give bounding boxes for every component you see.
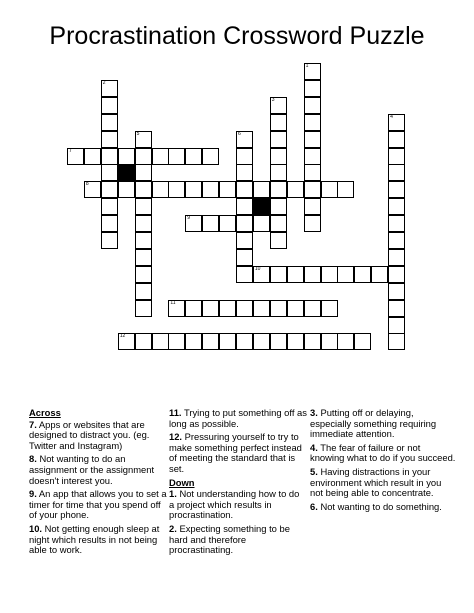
grid-cell[interactable]	[371, 266, 388, 283]
grid-cell[interactable]	[304, 181, 321, 198]
grid-cell[interactable]	[287, 266, 304, 283]
grid-cell[interactable]	[101, 198, 118, 215]
grid-cell[interactable]	[388, 283, 405, 300]
clue-number: 9	[187, 215, 191, 222]
grid-cell[interactable]	[135, 266, 152, 283]
grid-cell[interactable]	[388, 300, 405, 317]
grid-cell[interactable]	[185, 215, 202, 232]
grid-cell[interactable]	[388, 317, 405, 334]
grid-cell[interactable]	[270, 232, 287, 249]
grid-cell[interactable]	[304, 114, 321, 131]
grid-cell[interactable]	[304, 300, 321, 317]
grid-cell[interactable]	[67, 148, 84, 165]
grid-cell[interactable]	[236, 249, 253, 266]
grid-cell[interactable]	[152, 181, 169, 198]
grid-cell[interactable]	[185, 333, 202, 350]
grid-cell[interactable]	[219, 333, 236, 350]
grid-cell[interactable]	[101, 164, 118, 181]
grid-cell[interactable]	[236, 300, 253, 317]
grid-cell[interactable]	[101, 232, 118, 249]
grid-cell[interactable]	[135, 300, 152, 317]
grid-cell[interactable]	[354, 333, 371, 350]
clue-across-7: 7. Apps or websites that are designed to distract you. (eg. Twitter and Instagram)	[29, 418, 150, 451]
grid-cell[interactable]	[236, 333, 253, 350]
grid-cell[interactable]	[388, 181, 405, 198]
grid-cell[interactable]	[270, 97, 287, 114]
grid-cell[interactable]	[202, 181, 219, 198]
grid-cell[interactable]	[253, 266, 270, 283]
grid-cell[interactable]	[135, 131, 152, 148]
grid-cell[interactable]	[202, 148, 219, 165]
grid-cell[interactable]	[101, 181, 118, 198]
clue-down-3: 3. Putting off or delaying, especially something requiring immediate attention.	[310, 407, 437, 440]
clues-column-1	[29, 408, 167, 559]
grid-cell[interactable]	[321, 300, 338, 317]
grid-cell[interactable]	[270, 300, 287, 317]
grid-cell[interactable]	[287, 181, 304, 198]
grid-cell[interactable]	[388, 232, 405, 249]
grid-cell[interactable]	[118, 333, 135, 350]
grid-cell[interactable]	[236, 164, 253, 181]
grid-cell[interactable]	[219, 215, 236, 232]
grid-cell[interactable]	[388, 215, 405, 232]
grid-cell[interactable]	[135, 198, 152, 215]
clues-column-3	[310, 408, 456, 515]
clue-down-2: 2. Expecting something to be hard and therefore procrastinating.	[169, 522, 290, 556]
grid-cell[interactable]	[135, 181, 152, 198]
clue-number: 11	[170, 299, 176, 306]
across-heading: Across	[29, 407, 61, 418]
grid-cell[interactable]	[185, 148, 202, 165]
clues-column-2	[169, 408, 307, 559]
grid-cell[interactable]	[337, 181, 354, 198]
grid-cell[interactable]	[388, 333, 405, 350]
grid-cell[interactable]	[304, 148, 321, 165]
grid-cell[interactable]	[388, 198, 405, 215]
grid-cell[interactable]	[135, 283, 152, 300]
clue-across-9: 9. An app that allows you to set a timer for time that you spend off of your phone.	[29, 488, 167, 521]
grid-cell[interactable]	[101, 131, 118, 148]
clue-down-4: 4. The fear of failure or not knowing what to do if you succeed.	[310, 441, 456, 464]
grid-cell[interactable]	[270, 198, 287, 215]
grid-cell[interactable]	[304, 131, 321, 148]
grid-cell[interactable]	[135, 148, 152, 165]
grid-cell[interactable]	[388, 164, 405, 181]
grid-cell[interactable]	[135, 249, 152, 266]
grid-cell[interactable]	[388, 131, 405, 148]
grid-cell[interactable]	[354, 266, 371, 283]
grid-cell[interactable]	[236, 215, 253, 232]
grid-cell[interactable]	[253, 333, 270, 350]
grid-cell[interactable]	[219, 181, 236, 198]
grid-cell[interactable]	[321, 266, 338, 283]
grid-cell[interactable]	[101, 114, 118, 131]
grid-cell[interactable]	[168, 300, 185, 317]
grid-cell[interactable]	[337, 266, 354, 283]
grid-cell[interactable]	[304, 80, 321, 97]
grid-cell[interactable]	[236, 131, 253, 148]
grid-cell[interactable]	[321, 333, 338, 350]
grid-cell[interactable]	[304, 266, 321, 283]
clue-down-6: 6. Not wanting to do something.	[310, 500, 442, 512]
grid-cell[interactable]	[270, 181, 287, 198]
grid-cell[interactable]	[270, 164, 287, 181]
grid-cell[interactable]	[287, 300, 304, 317]
clue-down-5: 5. Having distractions in your environment which result in you not being able to concentrate.	[310, 465, 442, 499]
grid-cell[interactable]	[270, 333, 287, 350]
grid-cell[interactable]	[388, 114, 405, 131]
grid-cell[interactable]	[168, 181, 185, 198]
clue-number: 10	[254, 265, 261, 272]
grid-cell[interactable]	[253, 181, 270, 198]
puzzle-title: Procrastination Crossword Puzzle	[49, 22, 425, 50]
grid-cell[interactable]	[304, 164, 321, 181]
clue-across-8: 8. Not wanting to do an assignment or the assignment doesn't interest you.	[29, 453, 155, 486]
black-square	[118, 164, 135, 181]
down-heading: Down	[169, 476, 195, 488]
grid-cell[interactable]	[388, 266, 405, 283]
grid-cell[interactable]	[287, 333, 304, 350]
grid-cell[interactable]	[304, 63, 321, 80]
grid-cell[interactable]	[202, 300, 219, 317]
grid-cell[interactable]	[337, 333, 354, 350]
grid-cell[interactable]	[219, 300, 236, 317]
clue-number: 2	[102, 79, 106, 86]
clue-number: 1	[305, 63, 309, 69]
grid-cell[interactable]	[270, 215, 287, 232]
grid-cell[interactable]	[236, 181, 253, 198]
grid-cell[interactable]	[168, 148, 185, 165]
grid-cell[interactable]	[236, 232, 253, 249]
grid-cell[interactable]	[253, 300, 270, 317]
grid-cell[interactable]	[168, 333, 185, 350]
grid-cell[interactable]	[118, 181, 135, 198]
grid-cell[interactable]	[304, 97, 321, 114]
grid-cell[interactable]	[101, 215, 118, 232]
grid-cell[interactable]	[202, 215, 219, 232]
grid-cell[interactable]	[135, 232, 152, 249]
grid-cell[interactable]	[101, 80, 118, 97]
grid-cell[interactable]	[236, 198, 253, 215]
grid-cell[interactable]	[388, 249, 405, 266]
grid-cell[interactable]	[135, 333, 152, 350]
grid-cell[interactable]	[202, 333, 219, 350]
grid-cell[interactable]	[185, 300, 202, 317]
grid-cell[interactable]	[253, 215, 270, 232]
clue-number: 6	[238, 130, 241, 137]
clue-down-1: 1. Not understanding how to do a project which results in procrastination.	[169, 488, 300, 521]
clue-number: 8	[85, 181, 89, 188]
grid-cell[interactable]	[270, 131, 287, 148]
grid-cell[interactable]	[84, 148, 101, 165]
grid-cell[interactable]	[304, 333, 321, 350]
grid-cell[interactable]	[236, 148, 253, 165]
grid-cell[interactable]	[236, 266, 253, 283]
grid-cell[interactable]	[270, 266, 287, 283]
grid-cell[interactable]	[101, 97, 118, 114]
grid-cell[interactable]	[388, 148, 405, 165]
grid-cell[interactable]	[152, 333, 169, 350]
clue-across-12: 12. Pressuring yourself to try to make something perfect instead of meeting the standard that is set.	[169, 431, 302, 474]
clue-number: 12	[119, 333, 126, 340]
grid-cell[interactable]	[304, 215, 321, 232]
clue-number: 7	[69, 147, 72, 154]
grid-cell[interactable]	[321, 181, 338, 198]
clue-number: 3	[271, 96, 275, 103]
black-square	[253, 198, 270, 215]
grid-cell[interactable]	[135, 215, 152, 232]
grid-cell[interactable]	[185, 181, 202, 198]
grid-cell[interactable]	[84, 181, 101, 198]
grid-cell[interactable]	[270, 148, 287, 165]
clue-across-11: 11. Trying to put something off as long as possible.	[169, 407, 307, 429]
grid-cell[interactable]	[135, 164, 152, 181]
clue-number: 4	[390, 113, 393, 120]
grid-cell[interactable]	[270, 114, 287, 131]
grid-cell[interactable]	[101, 148, 118, 165]
grid-cell[interactable]	[118, 148, 135, 165]
clue-number: 5	[136, 130, 140, 137]
grid-cell[interactable]	[304, 198, 321, 215]
grid-cell[interactable]	[152, 148, 169, 165]
clue-across-10: 10. Not getting enough sleep at night which results in not being able to work.	[29, 522, 160, 556]
